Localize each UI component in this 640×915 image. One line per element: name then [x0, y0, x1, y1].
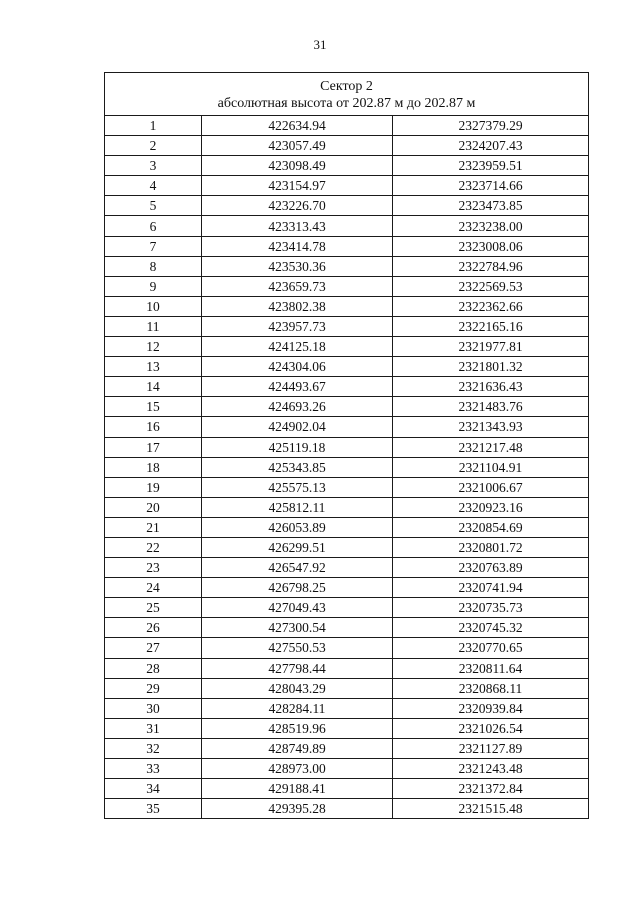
- table-header-cell: [105, 73, 589, 116]
- x-coordinate-cell: 423802.38: [202, 296, 393, 316]
- y-coordinate-cell: 2321343.93: [393, 417, 589, 437]
- x-coordinate-cell: 429188.41: [202, 779, 393, 799]
- y-coordinate-cell: 2323959.51: [393, 156, 589, 176]
- x-coordinate-cell: 428749.89: [202, 738, 393, 758]
- y-coordinate-cell: 2323714.66: [393, 176, 589, 196]
- table-row: [105, 216, 589, 236]
- point-number-cell: 18: [105, 457, 202, 477]
- y-coordinate-cell: 2321026.54: [393, 718, 589, 738]
- y-coordinate-cell: 2322784.96: [393, 256, 589, 276]
- x-coordinate-cell: 427049.43: [202, 598, 393, 618]
- table-row: [105, 598, 589, 618]
- table-header-row: [105, 73, 589, 116]
- x-coordinate-cell: 424493.67: [202, 377, 393, 397]
- point-number-cell: 19: [105, 477, 202, 497]
- table-row: [105, 678, 589, 698]
- point-number-cell: 34: [105, 779, 202, 799]
- y-coordinate-cell: 2320854.69: [393, 517, 589, 537]
- point-number-cell: 2: [105, 136, 202, 156]
- table-row: [105, 256, 589, 276]
- x-coordinate-cell: 424693.26: [202, 397, 393, 417]
- point-number-cell: 8: [105, 256, 202, 276]
- x-coordinate-cell: 426547.92: [202, 558, 393, 578]
- point-number-cell: 29: [105, 678, 202, 698]
- x-coordinate-cell: 422634.94: [202, 116, 393, 136]
- table-row: [105, 558, 589, 578]
- table-row: [105, 779, 589, 799]
- point-number-cell: 32: [105, 738, 202, 758]
- y-coordinate-cell: 2320741.94: [393, 578, 589, 598]
- y-coordinate-cell: 2321104.91: [393, 457, 589, 477]
- point-number-cell: 35: [105, 799, 202, 819]
- point-number-cell: 23: [105, 558, 202, 578]
- point-number-cell: 11: [105, 316, 202, 336]
- y-coordinate-cell: 2321372.84: [393, 779, 589, 799]
- x-coordinate-cell: 426798.25: [202, 578, 393, 598]
- y-coordinate-cell: 2321515.48: [393, 799, 589, 819]
- table-row: [105, 799, 589, 819]
- point-number-cell: 33: [105, 759, 202, 779]
- x-coordinate-cell: 426053.89: [202, 517, 393, 537]
- x-coordinate-cell: 427798.44: [202, 658, 393, 678]
- table-row: [105, 397, 589, 417]
- point-number-cell: 12: [105, 337, 202, 357]
- y-coordinate-cell: 2321801.32: [393, 357, 589, 377]
- y-coordinate-cell: 2327379.29: [393, 116, 589, 136]
- table-row: [105, 618, 589, 638]
- table-row: [105, 738, 589, 758]
- x-coordinate-cell: 423659.73: [202, 276, 393, 296]
- point-number-cell: 31: [105, 718, 202, 738]
- y-coordinate-cell: 2321217.48: [393, 437, 589, 457]
- x-coordinate-cell: 423530.36: [202, 256, 393, 276]
- x-coordinate-cell: 428043.29: [202, 678, 393, 698]
- table-row: [105, 578, 589, 598]
- table-row: [105, 116, 589, 136]
- y-coordinate-cell: 2320735.73: [393, 598, 589, 618]
- x-coordinate-cell: 425343.85: [202, 457, 393, 477]
- point-number-cell: 3: [105, 156, 202, 176]
- x-coordinate-cell: 423226.70: [202, 196, 393, 216]
- table-row: [105, 176, 589, 196]
- table-body: [105, 73, 589, 819]
- table-row: [105, 417, 589, 437]
- x-coordinate-cell: 423414.78: [202, 236, 393, 256]
- point-number-cell: 22: [105, 537, 202, 557]
- x-coordinate-cell: 424902.04: [202, 417, 393, 437]
- table-row: [105, 658, 589, 678]
- table-row: [105, 377, 589, 397]
- point-number-cell: 17: [105, 437, 202, 457]
- x-coordinate-cell: 423154.97: [202, 176, 393, 196]
- point-number-cell: 15: [105, 397, 202, 417]
- y-coordinate-cell: 2323238.00: [393, 216, 589, 236]
- point-number-cell: 21: [105, 517, 202, 537]
- x-coordinate-cell: 429395.28: [202, 799, 393, 819]
- point-number-cell: 14: [105, 377, 202, 397]
- y-coordinate-cell: 2322362.66: [393, 296, 589, 316]
- table-row: [105, 357, 589, 377]
- page-number: 31: [313, 37, 327, 52]
- altitude-subtitle: абсолютная высота от 202.87 м до 202.87 м: [217, 96, 476, 111]
- table-row: [105, 759, 589, 779]
- table-row: [105, 296, 589, 316]
- table-row: [105, 497, 589, 517]
- point-number-cell: 25: [105, 598, 202, 618]
- y-coordinate-cell: 2321977.81: [393, 337, 589, 357]
- table-row: [105, 698, 589, 718]
- x-coordinate-cell: 424125.18: [202, 337, 393, 357]
- x-coordinate-cell: 425575.13: [202, 477, 393, 497]
- table-row: [105, 136, 589, 156]
- y-coordinate-cell: 2320801.72: [393, 537, 589, 557]
- point-number-cell: 9: [105, 276, 202, 296]
- x-coordinate-cell: 423098.49: [202, 156, 393, 176]
- y-coordinate-cell: 2320745.32: [393, 618, 589, 638]
- point-number-cell: 16: [105, 417, 202, 437]
- x-coordinate-cell: 425119.18: [202, 437, 393, 457]
- point-number-cell: 10: [105, 296, 202, 316]
- x-coordinate-cell: 423957.73: [202, 316, 393, 336]
- point-number-cell: 27: [105, 638, 202, 658]
- table-row: [105, 276, 589, 296]
- table-row: [105, 196, 589, 216]
- point-number-cell: 26: [105, 618, 202, 638]
- point-number-cell: 28: [105, 658, 202, 678]
- table-row: [105, 477, 589, 497]
- y-coordinate-cell: 2320770.65: [393, 638, 589, 658]
- point-number-cell: 20: [105, 497, 202, 517]
- table-row: [105, 156, 589, 176]
- table-row: [105, 236, 589, 256]
- table-row: [105, 437, 589, 457]
- table-row: [105, 718, 589, 738]
- y-coordinate-cell: 2321243.48: [393, 759, 589, 779]
- sector-title: Сектор 2: [320, 79, 373, 94]
- y-coordinate-cell: 2320923.16: [393, 497, 589, 517]
- point-number-cell: 6: [105, 216, 202, 236]
- table-row: [105, 337, 589, 357]
- x-coordinate-cell: 423313.43: [202, 216, 393, 236]
- y-coordinate-cell: 2322165.16: [393, 316, 589, 336]
- y-coordinate-cell: 2321483.76: [393, 397, 589, 417]
- x-coordinate-cell: 427300.54: [202, 618, 393, 638]
- y-coordinate-cell: 2321006.67: [393, 477, 589, 497]
- point-number-cell: 30: [105, 698, 202, 718]
- x-coordinate-cell: 428284.11: [202, 698, 393, 718]
- table-row: [105, 537, 589, 557]
- x-coordinate-cell: 426299.51: [202, 537, 393, 557]
- y-coordinate-cell: 2323473.85: [393, 196, 589, 216]
- y-coordinate-cell: 2323008.06: [393, 236, 589, 256]
- table-row: [105, 457, 589, 477]
- table-row: [105, 316, 589, 336]
- table-row: [105, 638, 589, 658]
- x-coordinate-cell: 423057.49: [202, 136, 393, 156]
- point-number-cell: 1: [105, 116, 202, 136]
- y-coordinate-cell: 2320868.11: [393, 678, 589, 698]
- x-coordinate-cell: 424304.06: [202, 357, 393, 377]
- y-coordinate-cell: 2320811.64: [393, 658, 589, 678]
- point-number-cell: 5: [105, 196, 202, 216]
- y-coordinate-cell: 2322569.53: [393, 276, 589, 296]
- point-number-cell: 24: [105, 578, 202, 598]
- y-coordinate-cell: 2321636.43: [393, 377, 589, 397]
- x-coordinate-cell: 428519.96: [202, 718, 393, 738]
- point-number-cell: 7: [105, 236, 202, 256]
- x-coordinate-cell: 428973.00: [202, 759, 393, 779]
- coordinates-table: [104, 72, 589, 819]
- y-coordinate-cell: 2320763.89: [393, 558, 589, 578]
- x-coordinate-cell: 427550.53: [202, 638, 393, 658]
- y-coordinate-cell: 2324207.43: [393, 136, 589, 156]
- y-coordinate-cell: 2320939.84: [393, 698, 589, 718]
- table-row: [105, 517, 589, 537]
- point-number-cell: 13: [105, 357, 202, 377]
- point-number-cell: 4: [105, 176, 202, 196]
- y-coordinate-cell: 2321127.89: [393, 738, 589, 758]
- x-coordinate-cell: 425812.11: [202, 497, 393, 517]
